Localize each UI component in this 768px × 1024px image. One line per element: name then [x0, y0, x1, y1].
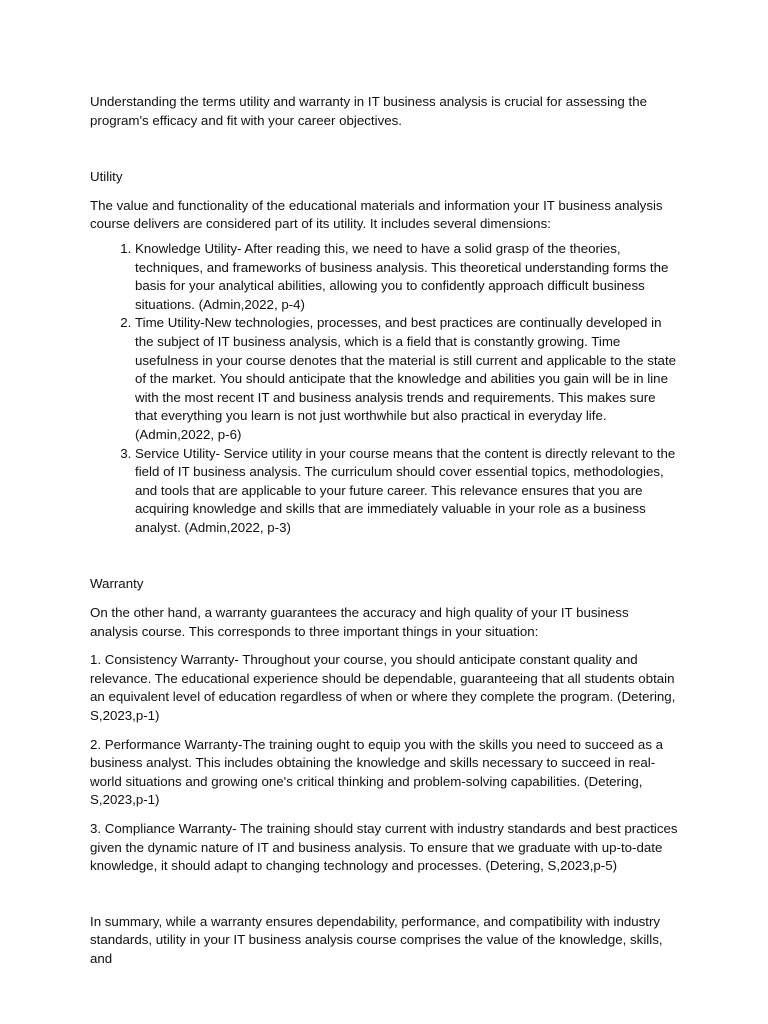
utility-lead-paragraph: The value and functionality of the educational materials and information your IT business analysis course delivers are considered part of its utility. It includes several dimensions:	[90, 197, 663, 232]
document-page	[90, 93, 680, 969]
warranty-item-compliance: 3. Compliance Warranty- The training should stay current with industry standards and best practices given the dynamic nature of IT and business analysis. To ensure that we graduate with up-to-date knowledge, it should adapt to changing technology and processes. (Detering, S,2023,p-5)	[90, 821, 678, 874]
utility-item-service: 3. Service Utility- Service utility in your course means that the content is directly relevant to the field of IT business analysis. The curriculum should cover essential topics, methodologies, and tools that are applicable to your future career. This relevance ensures that you are acquiring knowledge and skills that are immediately valuable in your role as a business analyst. (Admin,2022, p-3)	[135, 445, 680, 538]
warranty-item-consistency: 1. Consistency Warranty- Throughout your course, you should anticipate constant quality and relevance. The educational experience should be dependable, guaranteeing that all students obtain an equivalent level of education regardless of when or where they complete the program. (Detering, S,2023,p-1)	[90, 652, 676, 724]
utility-item-time: 2. Time Utility-New technologies, processes, and best practices are continually developed in the subject of IT business analysis, which is a field that is constantly growing. Time usefulness in your course denotes that the material is still current and applicable to the state of the market. You should anticipate that the knowledge and abilities you gain will be in line with the most recent IT and business analysis trends and requirements. This makes sure that everything you learn is not just worthwhile but also practical in everyday life. (Admin,2022, p-6)	[135, 314, 680, 444]
utility-item-knowledge: 1. Knowledge Utility- After reading this, we need to have a solid grasp of the theories, techniques, and frameworks of business analysis. This theoretical understanding forms the basis for your analytical abilities, allowing you to confidently approach difficult business situations. (Admin,2022, p-4)	[135, 240, 680, 314]
warranty-heading: Warranty	[90, 576, 144, 592]
utility-list	[90, 240, 680, 538]
utility-heading: Utility	[90, 169, 123, 185]
warranty-item-performance: 2. Performance Warranty-The training ought to equip you with the skills you need to succeed as a business analyst. This includes obtaining the knowledge and skills necessary to succeed in real-world situations and growing one's critical thinking and problem-solving capabilities. (Detering, S,2023,p-1)	[90, 736, 664, 808]
intro-paragraph: Understanding the terms utility and warranty in IT business analysis is crucial for assessing the program's efficacy and fit with your career objectives.	[90, 94, 648, 128]
summary-paragraph: In summary, while a warranty ensures dependability, performance, and compatibility with industry standards, utility in your IT business analysis course comprises the value of the knowledge, skills, and	[90, 913, 663, 966]
warranty-lead-paragraph: On the other hand, a warranty guarantees the accuracy and high quality of your IT business analysis course. This corresponds to three important things in your situation:	[90, 605, 629, 639]
